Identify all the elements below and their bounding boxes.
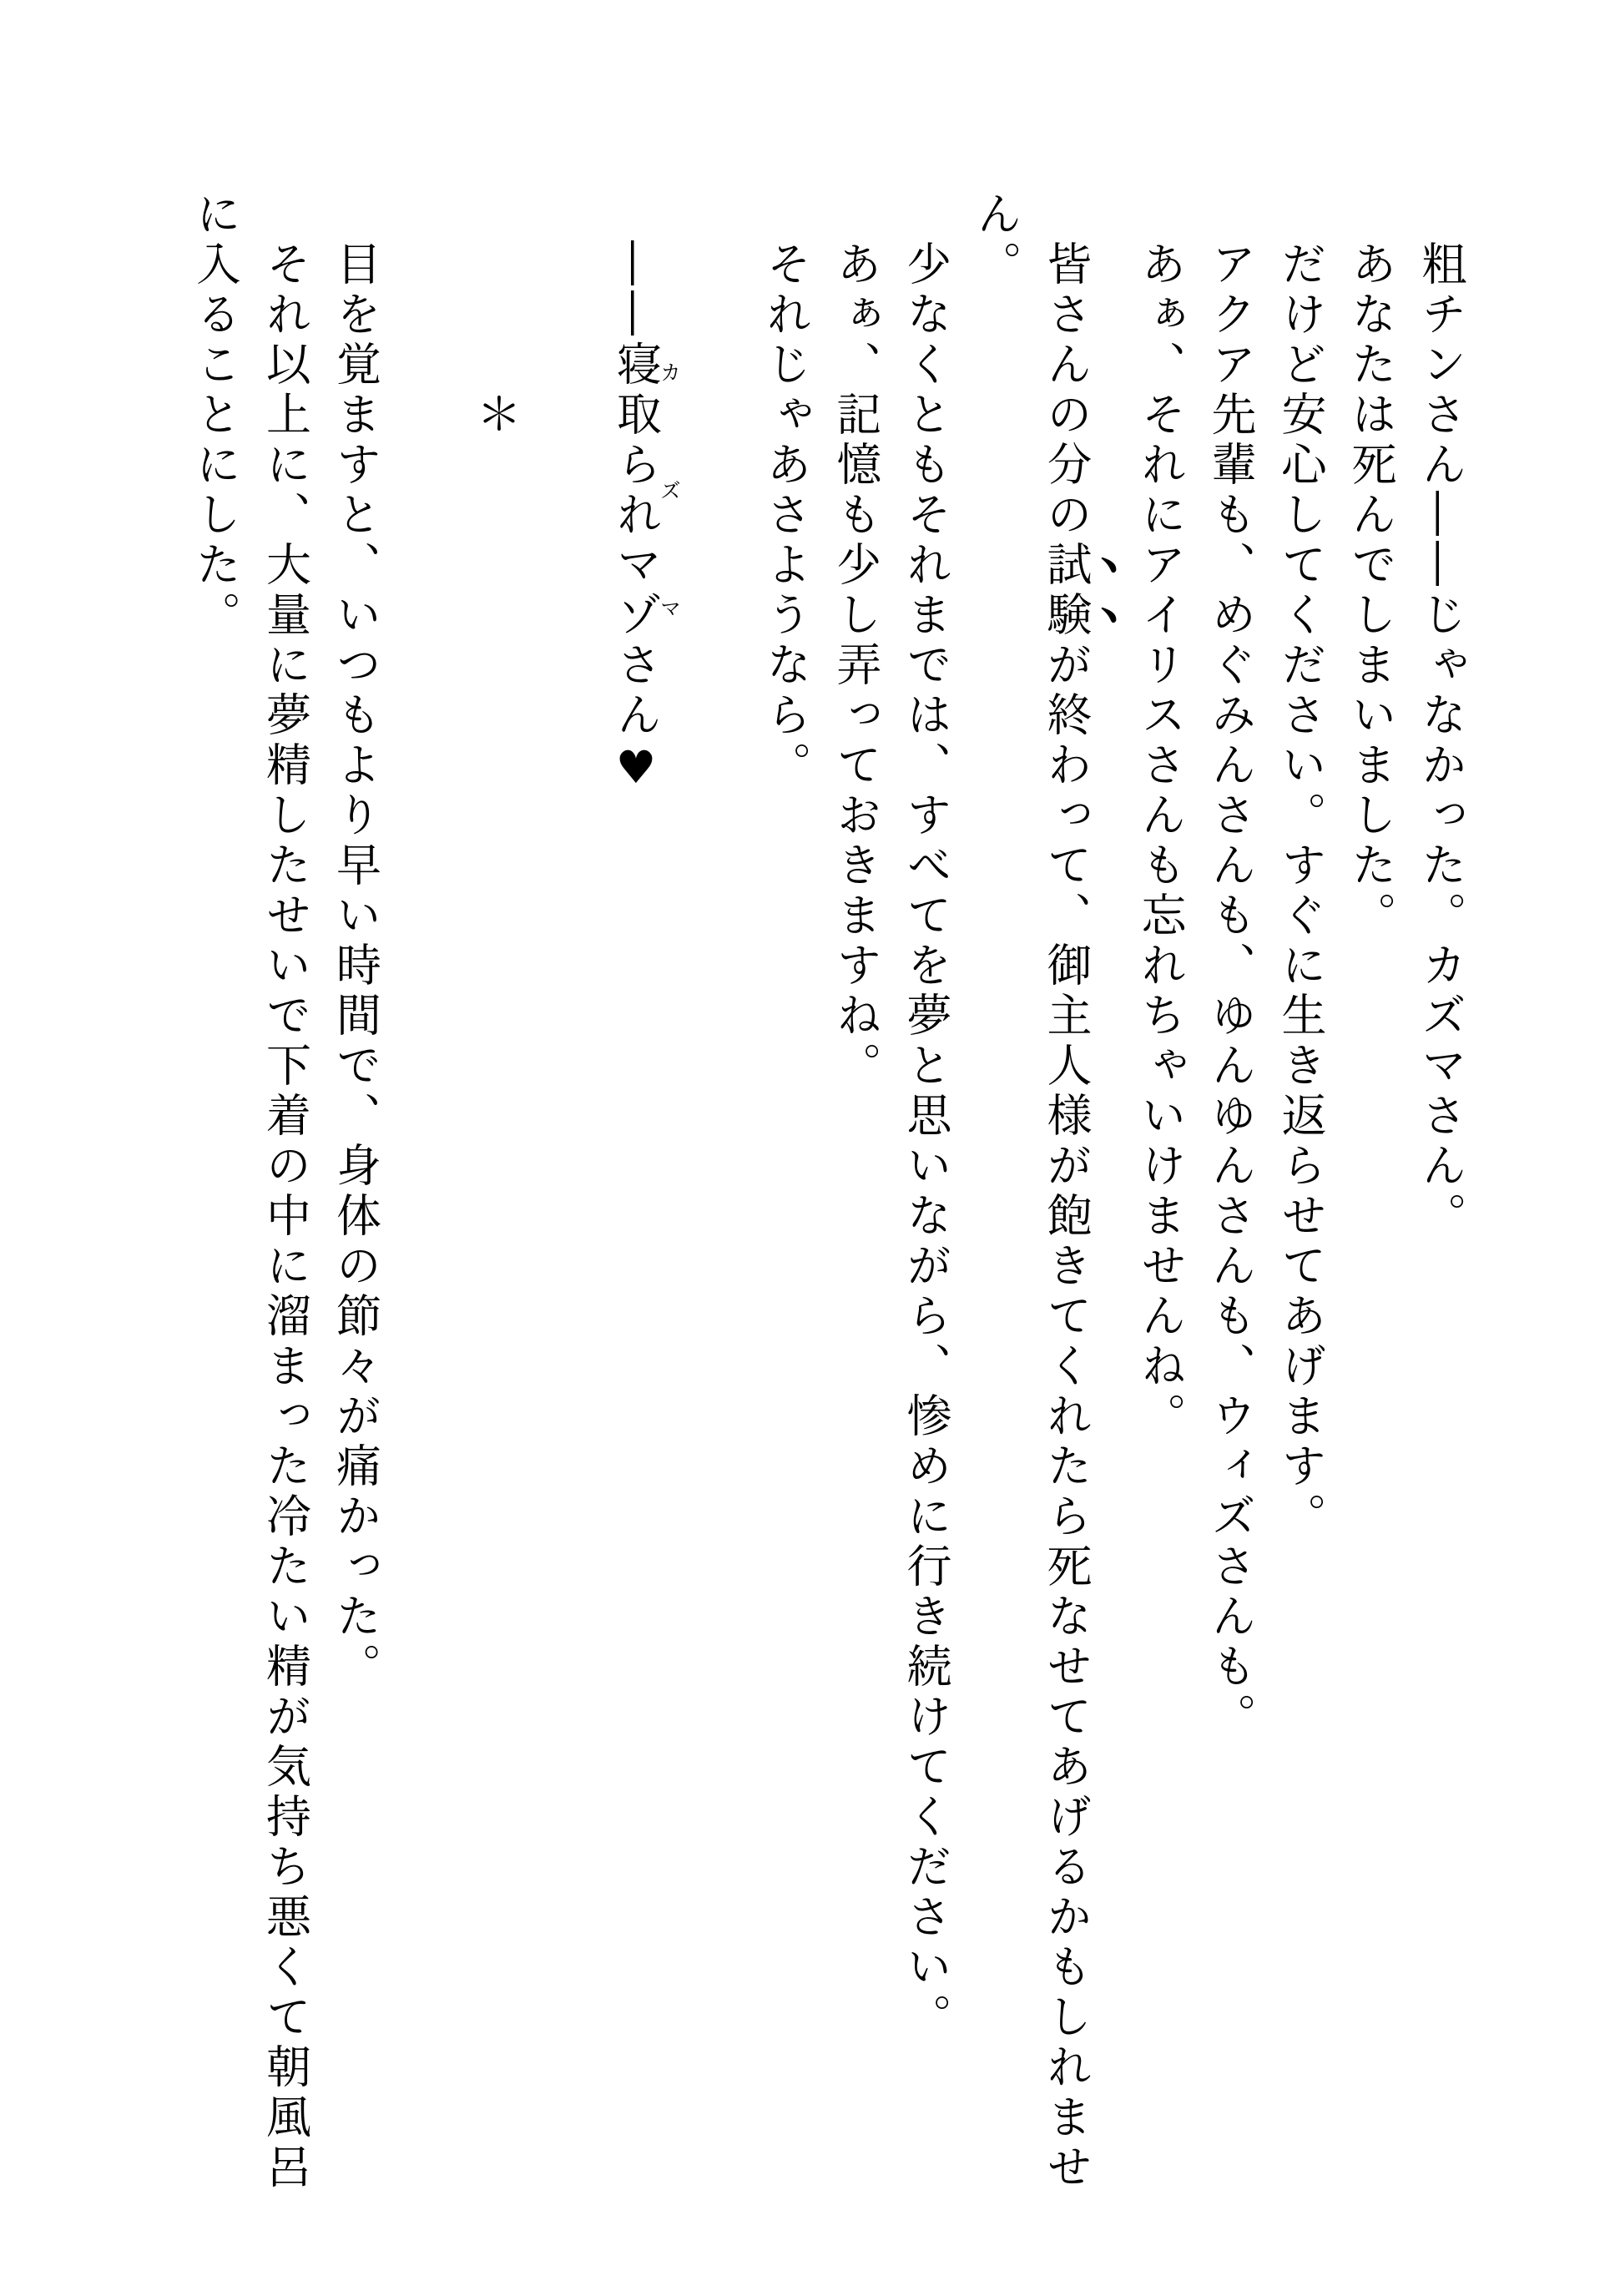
paragraph-10-signature-line bbox=[601, 190, 681, 2218]
em-dash: ―― bbox=[609, 240, 663, 341]
ruby-base-text: 寝取られマゾ bbox=[609, 341, 663, 641]
blank-line bbox=[391, 190, 461, 2218]
furigana-text: カズマ bbox=[657, 341, 682, 641]
ruby-annotated-word bbox=[609, 341, 682, 641]
paragraph-8: あぁ、記憶も少し弄っておきますね。 bbox=[830, 240, 882, 1092]
paragraph-1: 粗チンさん――じゃなかった。カズマさん。 bbox=[1415, 240, 1467, 1242]
paragraph-2: あなたは死んでしまいました。 bbox=[1345, 240, 1397, 941]
blank-line bbox=[531, 190, 601, 2218]
signature-suffix: さん bbox=[609, 641, 663, 741]
paragraph-11: 目を覚ますと、いつもより早い時間で、身体の節々が痛かった。 bbox=[329, 240, 382, 1693]
emphasized-word: 試験 bbox=[1040, 541, 1093, 641]
paragraph-6-text: が終わって、御主人様が飽きてくれたら死なせてあげるかもしれませ bbox=[1040, 641, 1093, 2193]
paragraph-5: あぁ、それにアイリスさんも忘れちゃいけませんね。 bbox=[1134, 240, 1187, 1442]
paragraph-6 bbox=[961, 190, 1125, 2218]
paragraph-7: 少なくともそれまでは、すべてを夢と思いながら、惨めに行き続けてください。 bbox=[900, 240, 952, 2043]
paragraph-9: それじゃあさようなら。 bbox=[760, 240, 812, 791]
paragraph-4: アクア先輩も、めぐみんさんも、ゆんゆんさんも、ウィズさんも。 bbox=[1204, 240, 1257, 1743]
paragraph-6-text: 皆さんの分の bbox=[1040, 240, 1093, 541]
vertical-text-block bbox=[180, 190, 1476, 2218]
blank-line bbox=[680, 190, 750, 2218]
section-separator-asterisk: ＊ bbox=[469, 391, 522, 441]
paragraph-6-wrapped-text: ん。 bbox=[970, 190, 1022, 290]
paragraph-12 bbox=[180, 190, 320, 2218]
paragraph-12-wrapped-text: に入ることにした。 bbox=[189, 190, 242, 641]
paragraph-12-text: それ以上に、大量に夢精したせいで下着の中に溜まった冷たい精が気持ち悪くて朝風呂 bbox=[259, 240, 312, 2193]
heart-icon: ♥ bbox=[609, 741, 663, 799]
paragraph-3: だけど安心してください。すぐに生き返らせてあげます。 bbox=[1274, 240, 1327, 1542]
